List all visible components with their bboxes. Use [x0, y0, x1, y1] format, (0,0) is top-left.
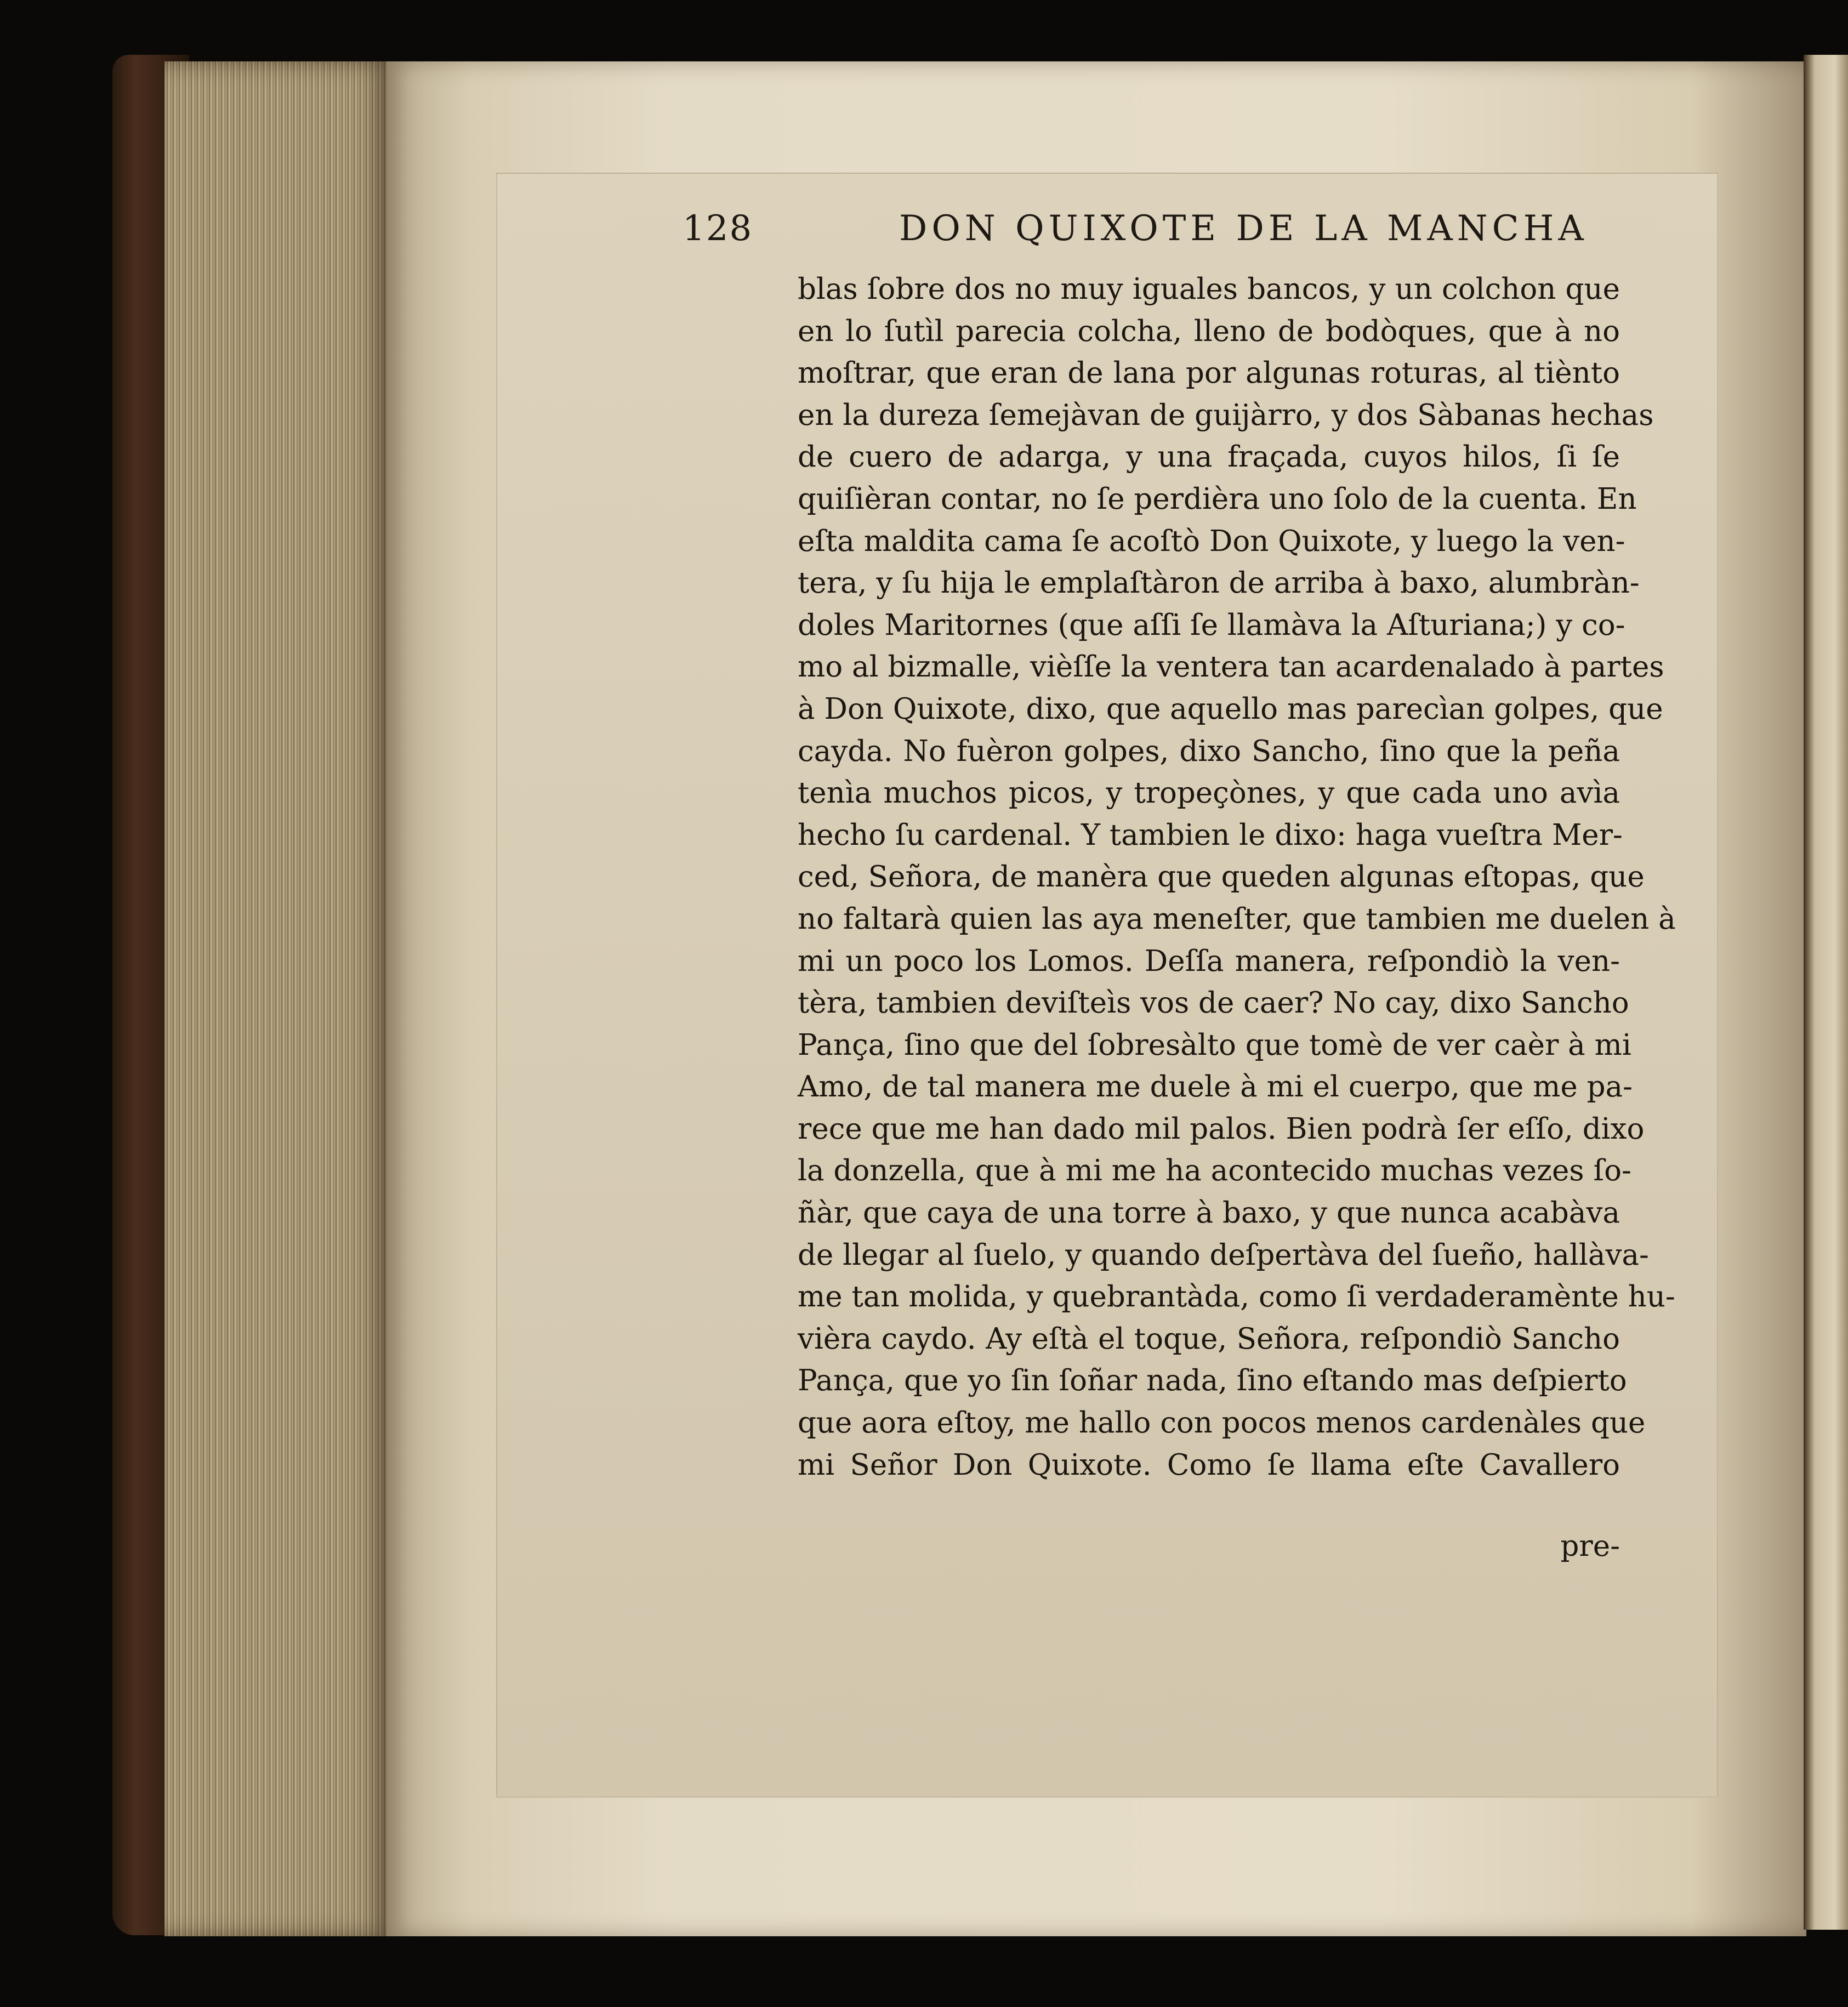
text-line: de cuero de adarga, y una fraçada, cuyos hilos, ſi ſe: [798, 440, 1620, 474]
text-line: Pança, ſino que del ſobresàlto que tomè de ver caèr à mi: [798, 1028, 1631, 1062]
text-line: à Don Quixote, dixo, que aquello mas parecìan golpes, que: [798, 692, 1663, 726]
text-line: eſta maldita cama ſe acoſtò Don Quixote, y luego la ven-: [798, 524, 1625, 558]
running-head: DON QUIXOTE DE LA MANCHA: [899, 208, 1588, 249]
text-line: me tan molida, y quebrantàda, como ſi verdaderamènte hu-: [798, 1280, 1675, 1314]
opposite-page-edge: [1804, 55, 1848, 1930]
text-line: tenìa muchos picos, y tropeçònes, y que cada uno avìa: [798, 776, 1620, 810]
text-line: cayda. No fuèron golpes, dixo Sancho, ſino que la peña: [798, 734, 1620, 768]
page-edges: [164, 61, 395, 1936]
text-line: tèra, tambien deviſteìs vos de caer? No cay, dixo Sancho: [798, 986, 1629, 1020]
text-line: en la dureza ſemejàvan de guijàrro, y dos Sàbanas hechas: [798, 398, 1654, 432]
text-line: doles Maritornes (que aſſi ſe llamàva la Aſturiana;) y co-: [798, 608, 1625, 642]
text-line: en lo ſutìl parecia colcha, lleno de bodòques, que à no: [798, 314, 1620, 348]
text-line: la donzella, que à mi me ha acontecido muchas vezes ſo-: [798, 1154, 1631, 1188]
text-line: rece que me han dado mil palos. Bien podrà ſer eſſo, dixo: [798, 1112, 1645, 1146]
text-line: de llegar al ſuelo, y quando deſpertàva del ſueño, hallàva-: [798, 1238, 1649, 1272]
catchword: pre-: [1560, 1530, 1620, 1563]
text-line: ñàr, que caya de una torre à baxo, y que nunca acabàva: [798, 1196, 1620, 1230]
text-line: ced, Señora, de manèra que queden algunas eſtopas, que: [798, 860, 1645, 894]
text-line: mo al bizmalle, vièſſe la ventera tan acardenalado à partes: [798, 650, 1664, 684]
text-line: vièra caydo. Ay eſtà el toque, Señora, reſpondiò Sancho: [798, 1322, 1620, 1356]
text-line: Amo, de tal manera me duele à mi el cuerpo, que me pa-: [798, 1070, 1633, 1104]
text-line: moſtrar, que eran de lana por algunas roturas, al tiènto: [798, 356, 1620, 390]
text-line: blas ſobre dos no muy iguales bancos, y un colchon que: [798, 272, 1620, 306]
text-line: mi un poco los Lomos. Deſſa manera, reſpondiò la ven-: [798, 944, 1620, 978]
page-number: 128: [683, 208, 753, 249]
text-line: hecho ſu cardenal. Y tambien le dixo: haga vueſtra Mer-: [798, 818, 1623, 852]
body-text: [798, 269, 1676, 1563]
text-line: que aora eſtoy, me hallo con pocos menos cardenàles que: [798, 1406, 1646, 1440]
text-line: quiſièran contar, no ſe perdièra uno ſolo de la cuenta. En: [798, 482, 1637, 516]
text-line: no faltarà quien las aya meneſter, que tambien me duelen à: [798, 902, 1676, 936]
text-line: mi Señor Don Quixote. Como ſe llama eſte Cavallero: [798, 1448, 1620, 1482]
text-line: Pança, que yo ſin ſoñar nada, ſino eſtando mas deſpierto: [798, 1364, 1627, 1398]
text-line: tera, y ſu hija le emplaſtàron de arriba à baxo, alumbràn-: [798, 566, 1640, 600]
